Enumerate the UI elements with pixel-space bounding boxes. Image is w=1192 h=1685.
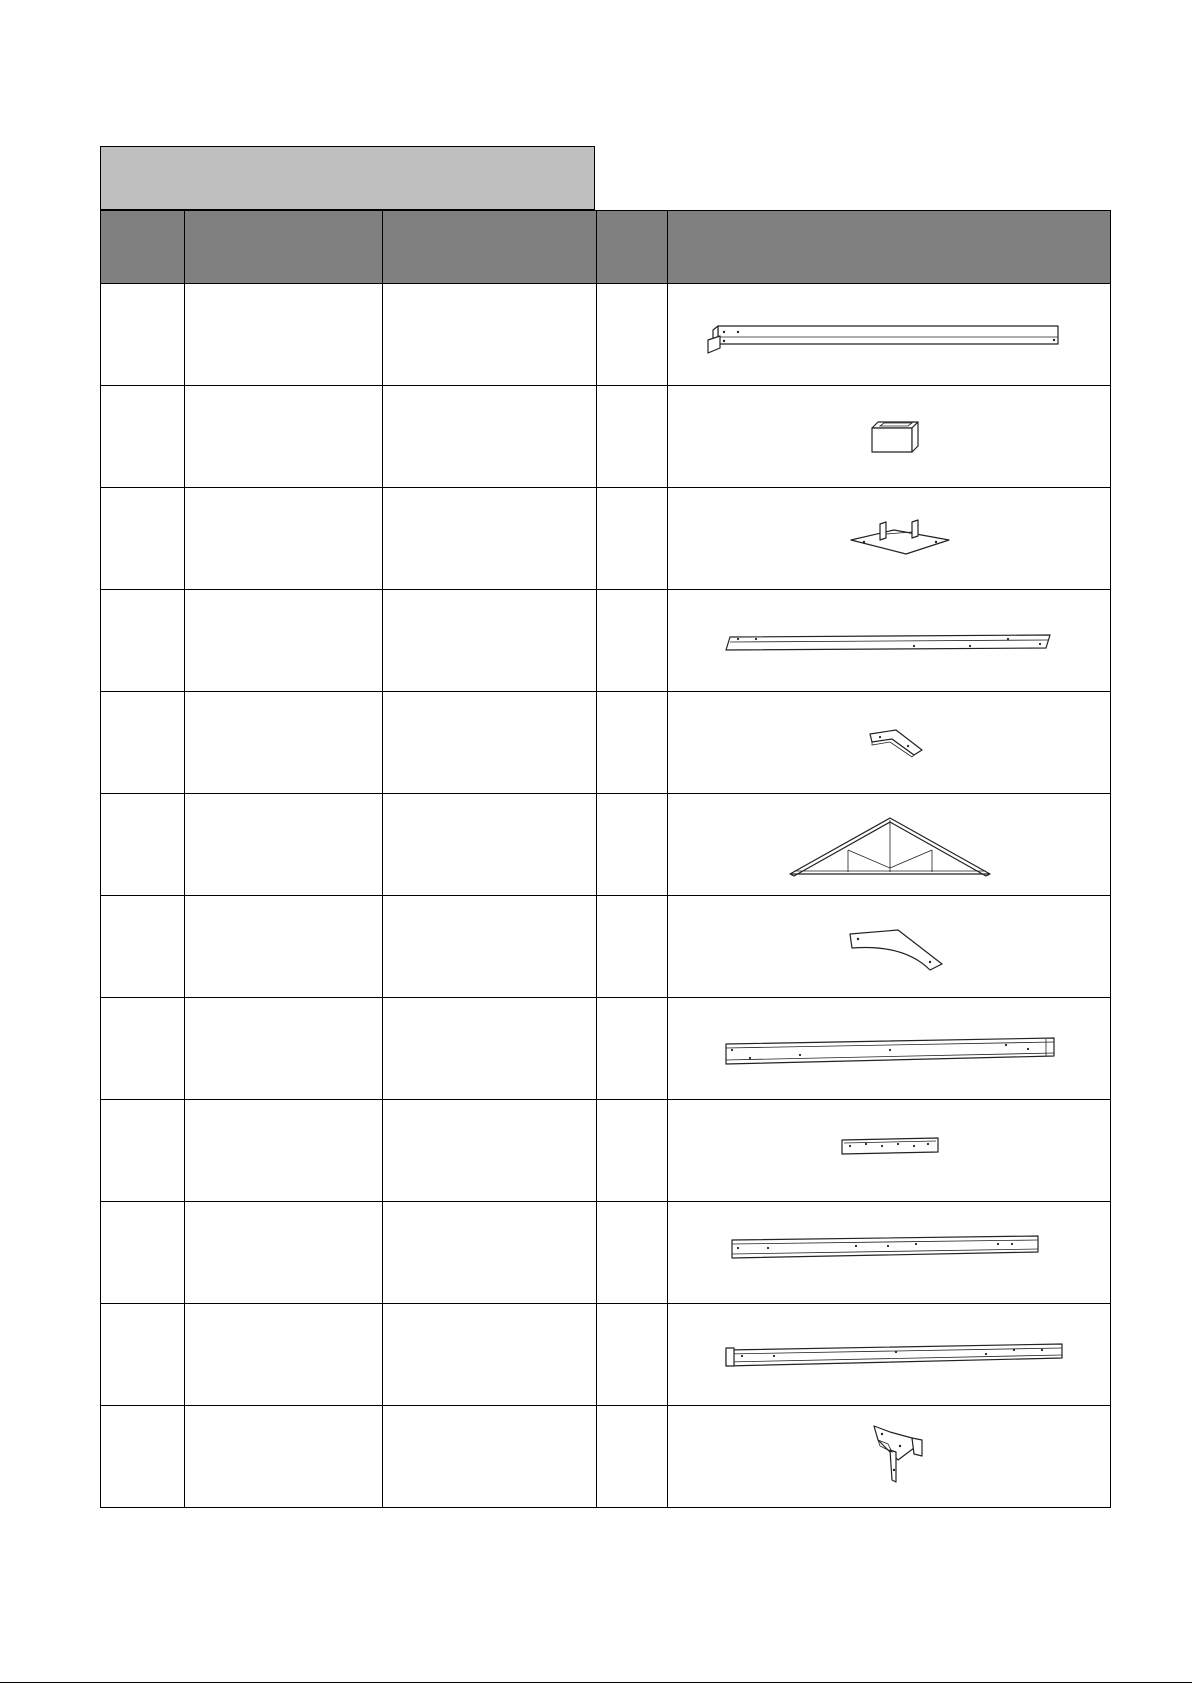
header-name	[383, 211, 597, 284]
curved-corner-plate-drawing-icon	[668, 896, 1110, 997]
part-no	[101, 284, 185, 386]
part-no	[101, 488, 185, 590]
part-no	[101, 794, 185, 896]
part-code	[185, 1202, 383, 1304]
c-channel-rail-long-drawing-icon	[668, 998, 1110, 1099]
part-qty	[597, 1304, 668, 1406]
part-no	[101, 1100, 185, 1202]
ridge-connector-drawing-icon	[668, 1406, 1110, 1507]
part-code	[185, 488, 383, 590]
part-name	[383, 692, 597, 794]
part-qty	[597, 794, 668, 896]
table-row	[101, 488, 1111, 590]
part-qty	[597, 1100, 668, 1202]
part-name	[383, 1304, 597, 1406]
part-name	[383, 386, 597, 488]
part-qty	[597, 896, 668, 998]
part-drawing-cell	[668, 998, 1111, 1100]
part-name	[383, 284, 597, 386]
part-code	[185, 896, 383, 998]
part-qty	[597, 692, 668, 794]
part-drawing-cell	[668, 590, 1111, 692]
part-qty	[597, 284, 668, 386]
part-code	[185, 1304, 383, 1406]
part-no	[101, 896, 185, 998]
part-qty	[597, 590, 668, 692]
part-name	[383, 1406, 597, 1508]
part-no	[101, 692, 185, 794]
part-drawing-cell	[668, 386, 1111, 488]
table-row	[101, 794, 1111, 896]
part-drawing-cell	[668, 488, 1111, 590]
part-code	[185, 794, 383, 896]
table-row	[101, 1100, 1111, 1202]
part-qty	[597, 998, 668, 1100]
part-name	[383, 1202, 597, 1304]
part-drawing-cell	[668, 692, 1111, 794]
part-no	[101, 1406, 185, 1508]
part-name	[383, 590, 597, 692]
short-rail-drawing-icon	[668, 1100, 1110, 1201]
part-no	[101, 1304, 185, 1406]
table-title-box	[100, 146, 595, 210]
table-row	[101, 692, 1111, 794]
table-header-row	[101, 211, 1111, 284]
angled-corner-bracket-drawing-icon	[668, 692, 1110, 793]
part-qty	[597, 488, 668, 590]
part-name	[383, 488, 597, 590]
table-row	[101, 590, 1111, 692]
part-no	[101, 590, 185, 692]
part-no	[101, 998, 185, 1100]
part-code	[185, 1100, 383, 1202]
base-plate-drawing-icon	[668, 488, 1110, 589]
part-drawing-cell	[668, 1304, 1111, 1406]
table-row	[101, 1304, 1111, 1406]
part-drawing-cell	[668, 896, 1111, 998]
part-name	[383, 1100, 597, 1202]
part-drawing-cell	[668, 794, 1111, 896]
part-name	[383, 896, 597, 998]
table-row	[101, 1202, 1111, 1304]
part-code	[185, 998, 383, 1100]
part-name	[383, 794, 597, 896]
table-row	[101, 386, 1111, 488]
part-code	[185, 692, 383, 794]
part-code	[185, 284, 383, 386]
c-channel-rail-capped-drawing-icon	[668, 1304, 1110, 1405]
part-name	[383, 998, 597, 1100]
gable-truss-drawing-icon	[668, 794, 1110, 895]
part-code	[185, 386, 383, 488]
table-row	[101, 284, 1111, 386]
part-drawing-cell	[668, 1202, 1111, 1304]
header-drawing	[668, 211, 1111, 284]
header-qty	[597, 211, 668, 284]
table-row	[101, 1406, 1111, 1508]
corner-post-drawing-icon	[668, 284, 1110, 385]
parts-list-table	[100, 210, 1111, 1508]
part-no	[101, 386, 185, 488]
post-cap-box-drawing-icon	[668, 386, 1110, 487]
table-row	[101, 998, 1111, 1100]
part-drawing-cell	[668, 284, 1111, 386]
long-channel-beam-drawing-icon	[668, 590, 1110, 691]
part-qty	[597, 1202, 668, 1304]
part-drawing-cell	[668, 1100, 1111, 1202]
part-no	[101, 1202, 185, 1304]
part-code	[185, 1406, 383, 1508]
c-channel-rail-medium-drawing-icon	[668, 1202, 1110, 1303]
part-drawing-cell	[668, 1406, 1111, 1508]
part-qty	[597, 386, 668, 488]
header-code	[185, 211, 383, 284]
part-code	[185, 590, 383, 692]
header-no	[101, 211, 185, 284]
table-row	[101, 896, 1111, 998]
part-qty	[597, 1406, 668, 1508]
page-footer-rule	[0, 1682, 1192, 1683]
